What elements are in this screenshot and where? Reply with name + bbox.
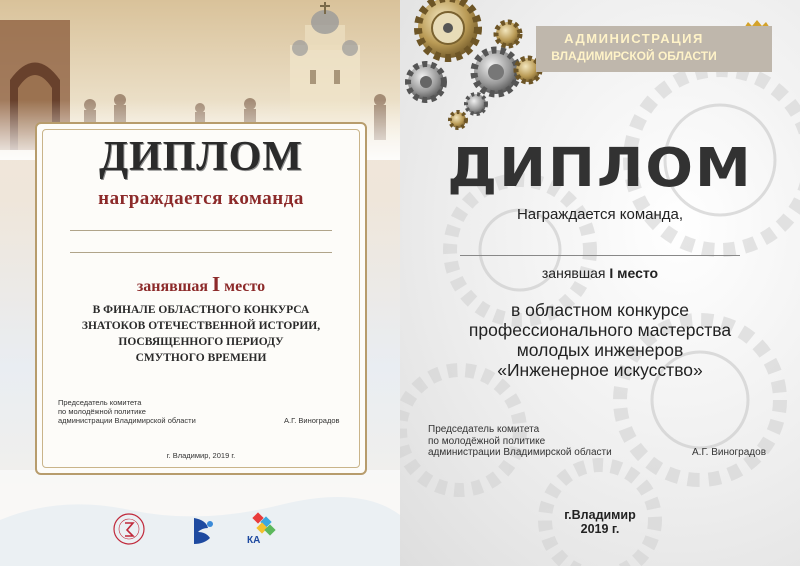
ka-logo-text: КА: [247, 535, 261, 546]
place-bold: I место: [609, 265, 659, 281]
competition-description: [42, 302, 360, 366]
year: 2019 г.: [580, 522, 620, 536]
description-line: в областном конкурсе: [511, 300, 689, 320]
description-line: ПОСВЯЩЕННОГО ПЕРИОДУ: [118, 336, 284, 348]
team-name-line: [460, 255, 740, 256]
signer-name: А.Г. Виноградов: [284, 416, 340, 425]
place-prefix: занявшая: [541, 265, 606, 281]
education-institute-logo: [186, 514, 220, 548]
diploma-title: ДИПЛОМ: [447, 137, 753, 200]
description-line: молодых инженеров: [516, 340, 684, 360]
signer-line: по молодёжной политике: [58, 407, 146, 416]
signer-line: Председатель комитета: [428, 424, 540, 435]
signer-line: по молодёжной политике: [428, 435, 546, 447]
administration-title: АДМИНИСТРАЦИЯ: [564, 31, 704, 46]
competition-description: [400, 300, 800, 380]
description-line: ЗНАТОКОВ ОТЕЧЕСТВЕННОЙ ИСТОРИИ,: [81, 320, 321, 332]
signer-line: администрации Владимирской области: [428, 447, 612, 458]
place-text: [400, 265, 800, 281]
place-number: I: [211, 272, 221, 296]
description-line: «Инженерное искусство»: [497, 360, 703, 380]
description-line: В ФИНАЛЕ ОБЛАСТНОГО КОНКУРСА: [92, 304, 310, 316]
signer-title: [58, 398, 196, 425]
gears-background-illustration: [400, 0, 800, 566]
circular-emblem-logo: [112, 512, 146, 546]
diploma-title: ДИПЛОМ: [99, 134, 303, 180]
team-name-line-1: [70, 230, 332, 231]
ka-colorful-logo: [244, 512, 278, 546]
region-title: ВЛАДИМИРСКОЙ ОБЛАСТИ: [551, 49, 717, 63]
signer-name: А.Г. Виноградов: [692, 447, 767, 458]
awarded-team-label: Награждается команда,: [516, 206, 684, 223]
city-year: г. Владимир, 2019 г.: [166, 451, 236, 460]
city: г.Владимир: [564, 508, 636, 522]
signer-line: администрации Владимирской области: [58, 416, 196, 425]
place-prefix: занявшая: [136, 278, 208, 295]
team-name-line-2: [70, 252, 332, 253]
city-year: [400, 508, 800, 536]
engineering-diploma: [400, 0, 800, 566]
place-text: [42, 272, 360, 297]
awarded-team-label: награждается команда: [98, 188, 304, 209]
description-line: профессионального мастерства: [468, 320, 732, 340]
place-suffix: место: [224, 278, 266, 295]
gear-cluster: [408, 0, 540, 128]
description-line: СМУТНОГО ВРЕМЕНИ: [135, 352, 267, 364]
signer-line: Председатель комитета: [58, 398, 142, 407]
signer-title: [428, 424, 612, 459]
